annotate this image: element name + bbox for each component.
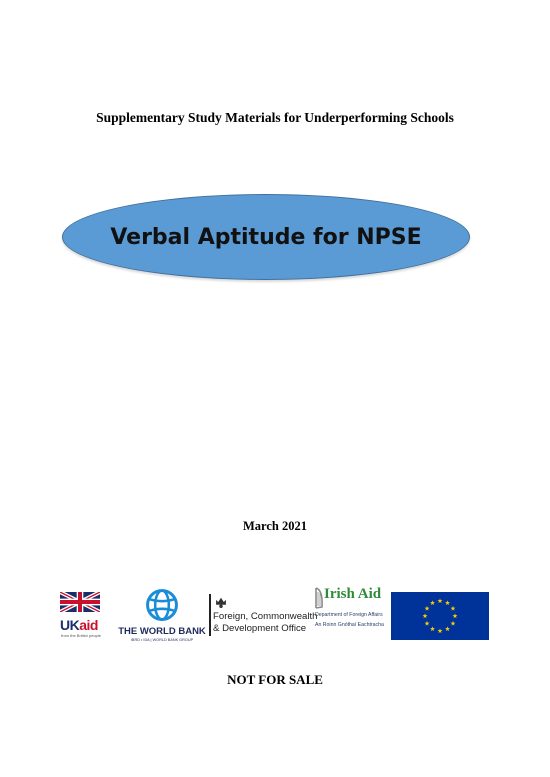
world-bank-logo [118,586,206,644]
eu-star-icon [430,626,435,631]
ukaid-uk-text: UK [60,617,80,633]
eu-flag-icon [391,592,489,640]
world-bank-subline: IBRD • IDA | WORLD BANK GROUP [130,638,194,642]
eu-flag [391,592,489,640]
irish-aid-dept-line1: Department of Foreign Affairs [315,612,383,618]
globe-icon [145,588,179,622]
eu-star-icon [445,600,450,605]
eu-star-icon [453,613,458,618]
eu-star-icon [451,606,456,611]
ukaid-wordmark [60,617,98,633]
irish-aid-dept-line2: An Roinn Gnóthaí Eachtracha [315,622,384,628]
eu-star-icon [425,606,430,611]
eu-star-icon [423,613,428,618]
eu-star-icon [425,621,430,626]
ukaid-aid-text: aid [79,617,98,633]
royal-crest-icon [214,595,228,609]
eu-star-icon [430,600,435,605]
ukaid-logo [60,590,104,636]
fcdo-name-line2: & Development Office [213,623,307,634]
eu-star-icon [438,628,443,633]
fcdo-divider [209,594,211,636]
document-subtitle: Supplementary Study Materials for Underperforming Schools [96,110,454,125]
eu-star-icon [445,626,450,631]
not-for-sale-notice: NOT FOR SALE [227,672,323,687]
eu-star-icon [438,598,443,603]
fcdo-name-line1: Foreign, Commonwealth [213,611,318,622]
irish-aid-title: Irish Aid [324,586,382,602]
partner-logos [60,586,492,646]
document-title: Verbal Aptitude for NPSE [110,224,422,250]
union-jack-icon [60,590,100,614]
world-bank-name: THE WORLD BANK [118,626,206,637]
irish-aid-logo [314,586,382,646]
fcdo-logo [209,594,318,644]
title-banner [62,194,470,280]
eu-star-icon [451,621,456,626]
ukaid-tagline: from the British people [61,633,102,638]
publication-date: March 2021 [243,519,307,533]
harp-icon [314,587,324,609]
